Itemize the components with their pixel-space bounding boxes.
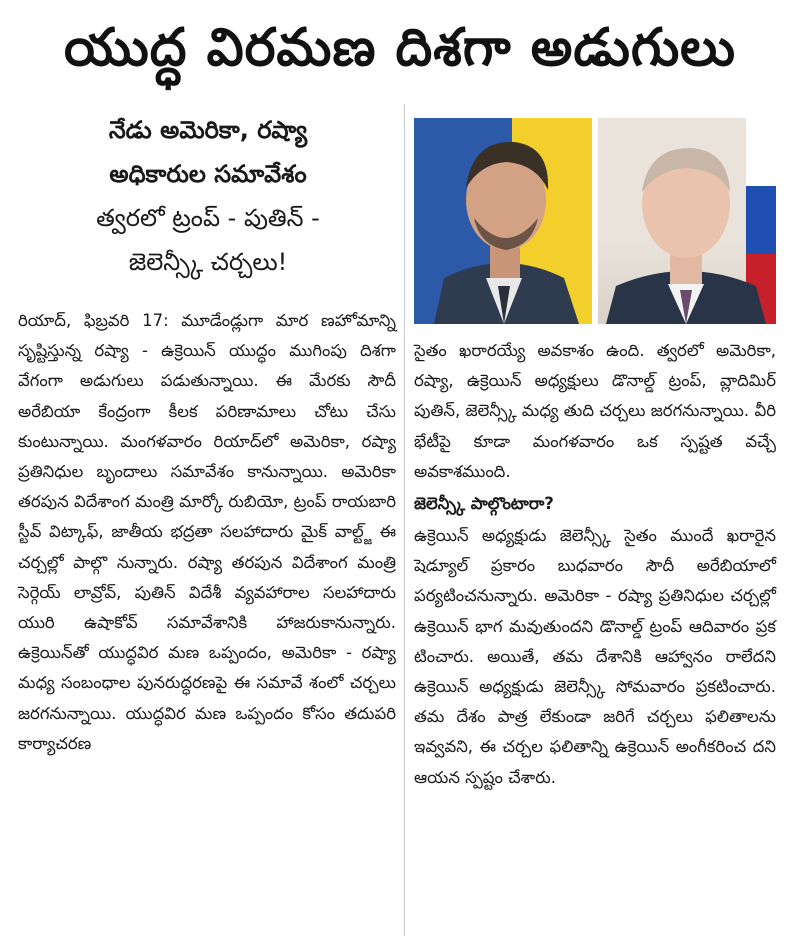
- photo-panel: [414, 118, 776, 324]
- subhead-block: [18, 108, 398, 284]
- crosshead: జెలెన్స్కీ పాల్గొంటారా?: [414, 494, 554, 514]
- putin-portrait-image: [598, 118, 776, 324]
- right-column-intro: సైతం ఖరారయ్యే అవకాశం ఉంది. త్వరలో అమెరికా, రష్యా, ఉక్రెయిన్ అధ్యక్షులు డొనాల్డ్ ట్రంప్, వ్లాదిమిర్ పుతిన్, జెలెన్స్కీ మధ్య తుది చర్చలు జరగనున్నాయి. వీరి భేటీపై కూడా మంగళవారం ఒక స్పష్టత వచ్చే అవకాశముంది.: [414, 341, 776, 481]
- headline: యుద్ధ విరమణ దిశగా అడుగులు: [63, 18, 737, 78]
- article-right-column: [414, 336, 776, 793]
- right-column-body: ఉక్రెయిన్ అధ్యక్షుడు జెలెన్స్కీ సైతం ముందే ఖరారైన షెడ్యూల్ ప్రకారం బుధవారం సౌదీ అరేబియాలో పర్యటించనున్నారు. అమెరికా - రష్యా ప్రతినిధుల చర్చల్లో ఉక్రెయిన్ భాగ మవుతుందని డొనాల్డ్ ట్రంప్ ఆదివారం ప్రక టించారు. అయితే, తమ దేశానికి ఆహ్వానం రాలేదని ఉక్రెయిన్ అధ్యక్షుడు జెలెన్స్కీ సోమవారం ప్రకటించారు. తమ దేశం పాత్ర లేకుండా జరిగే చర్చలు ఫలితాలను ఇవ్వవని, ఈ చర్చల ఫలితాన్ని ఉక్రెయిన్ అంగీకరించ దని ఆయన స్పష్టం చేశారు.: [414, 526, 776, 787]
- subhead-line-2: అధికారుల సమావేశం: [109, 160, 307, 188]
- subhead-line-1: నేడు అమెరికా, రష్యా: [108, 116, 308, 144]
- column-divider: [404, 104, 405, 936]
- zelensky-portrait-image: [414, 118, 592, 324]
- left-column-text: రియాద్, ఫిబ్రవరి 17: మూడేండ్లుగా మార ణహోమాన్ని సృష్టిస్తున్న రష్యా - ఉక్రెయిన్ యుద్ధం ముగింపు దిశగా వేగంగా అడుగులు పడుతున్నాయి. ఈ మేరకు సౌదీ అరేబియా కేంద్రంగా కీలక పరిణామాలు చోటు చేసు కుంటున్నాయి. మంగళవారం రియాద్‌లో అమెరికా, రష్యా ప్రతినిధుల బృందాలు సమావేశం కానున్నాయి. అమెరికా తరపున విదేశాంగ మంత్రి మార్కో రుబియో, ట్రంప్ రాయబారి స్టీవ్ విట్కాఫ్, జాతీయ భద్రతా సలహాదారు మైక్ వాల్ట్జ్ ఈ చర్చల్లో పాల్గొ నున్నారు. రష్యా తరపున విదేశాంగ మంత్రి సెర్గెయ్ లావ్రోవ్, పుతిన్ విదేశీ వ్యవహారాల సలహాదారు యురి ఉషాకోవ్ సమావేశానికి హాజరుకానున్నారు. ఉక్రెయిన్‌తో యుద్ధవిర మణ ఒప్పందం, అమెరికా - రష్యా మధ్య సంబంధాల పునరుద్ధరణపై ఈ సమావే శంలో చర్చలు జరగనున్నాయి. యుద్ధవిర మణ ఒప్పందం కోసం తదుపరి కార్యాచరణ: [18, 311, 396, 753]
- zelensky-photo: [414, 118, 592, 324]
- secondary-subhead-line-1: త్వరలో ట్రంప్ - పుతిన్ -: [96, 204, 320, 232]
- article-left-column: [18, 306, 396, 759]
- secondary-subhead-line-2: జెలెన్స్కీ చర్చలు!: [128, 248, 288, 276]
- putin-photo: [598, 118, 776, 324]
